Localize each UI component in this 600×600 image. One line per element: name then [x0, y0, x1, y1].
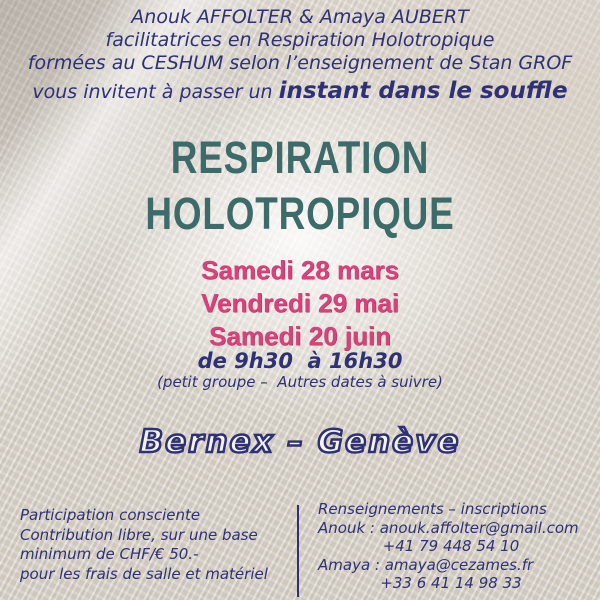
invitation-emphasis: instant dans le souffle [278, 78, 568, 104]
participation-info [20, 506, 288, 584]
invitation-prefix: vous invitent à passer un [32, 81, 279, 103]
participation-line-1: Participation consciente [20, 506, 201, 524]
contact-amaya-phone: +33 6 41 14 98 33 [380, 574, 522, 592]
participation-line-2: Contribution libre, sur une base [20, 525, 258, 544]
participation-line-4: pour les frais de salle et matériel [20, 564, 268, 583]
location: Bernex – Genève [139, 424, 461, 460]
contact-amaya-email: Amaya : amaya@cezames.fr [318, 555, 534, 574]
main-title-line1: RESPIRATION [170, 132, 430, 183]
contact-anouk-phone: +41 79 448 54 10 [382, 537, 520, 555]
contact-anouk-email: Anouk : anouk.affolter@gmail.com [318, 518, 579, 537]
group-note: (petit groupe – Autres dates à suivre) [157, 373, 443, 391]
invitation-line [0, 80, 600, 104]
header-block [0, 6, 600, 104]
date-item-3: Samedi 20 juin [208, 321, 392, 351]
contact-title: Renseignements – inscriptions [318, 500, 547, 518]
main-title-line2: HOLOTROPIQUE [145, 188, 455, 239]
date-item-1: Samedi 28 mars [200, 255, 399, 285]
time-range: de 9h30 à 16h30 [197, 349, 403, 373]
participation-line-3: minimum de CHF/€ 50.- [20, 545, 199, 563]
training-info: formées au CESHUM selon l’enseignement de Stan GROF [27, 52, 573, 74]
main-title [0, 130, 600, 242]
dates-list [0, 254, 600, 353]
facilitators-names: Anouk AFFOLTER & Amaya AUBERT [131, 6, 469, 28]
footer-divider [297, 505, 299, 597]
date-item-2: Vendredi 29 mai [201, 288, 399, 318]
contact-info [318, 500, 584, 593]
facilitators-role: facilitatrices en Respiration Holotropique [105, 29, 495, 51]
